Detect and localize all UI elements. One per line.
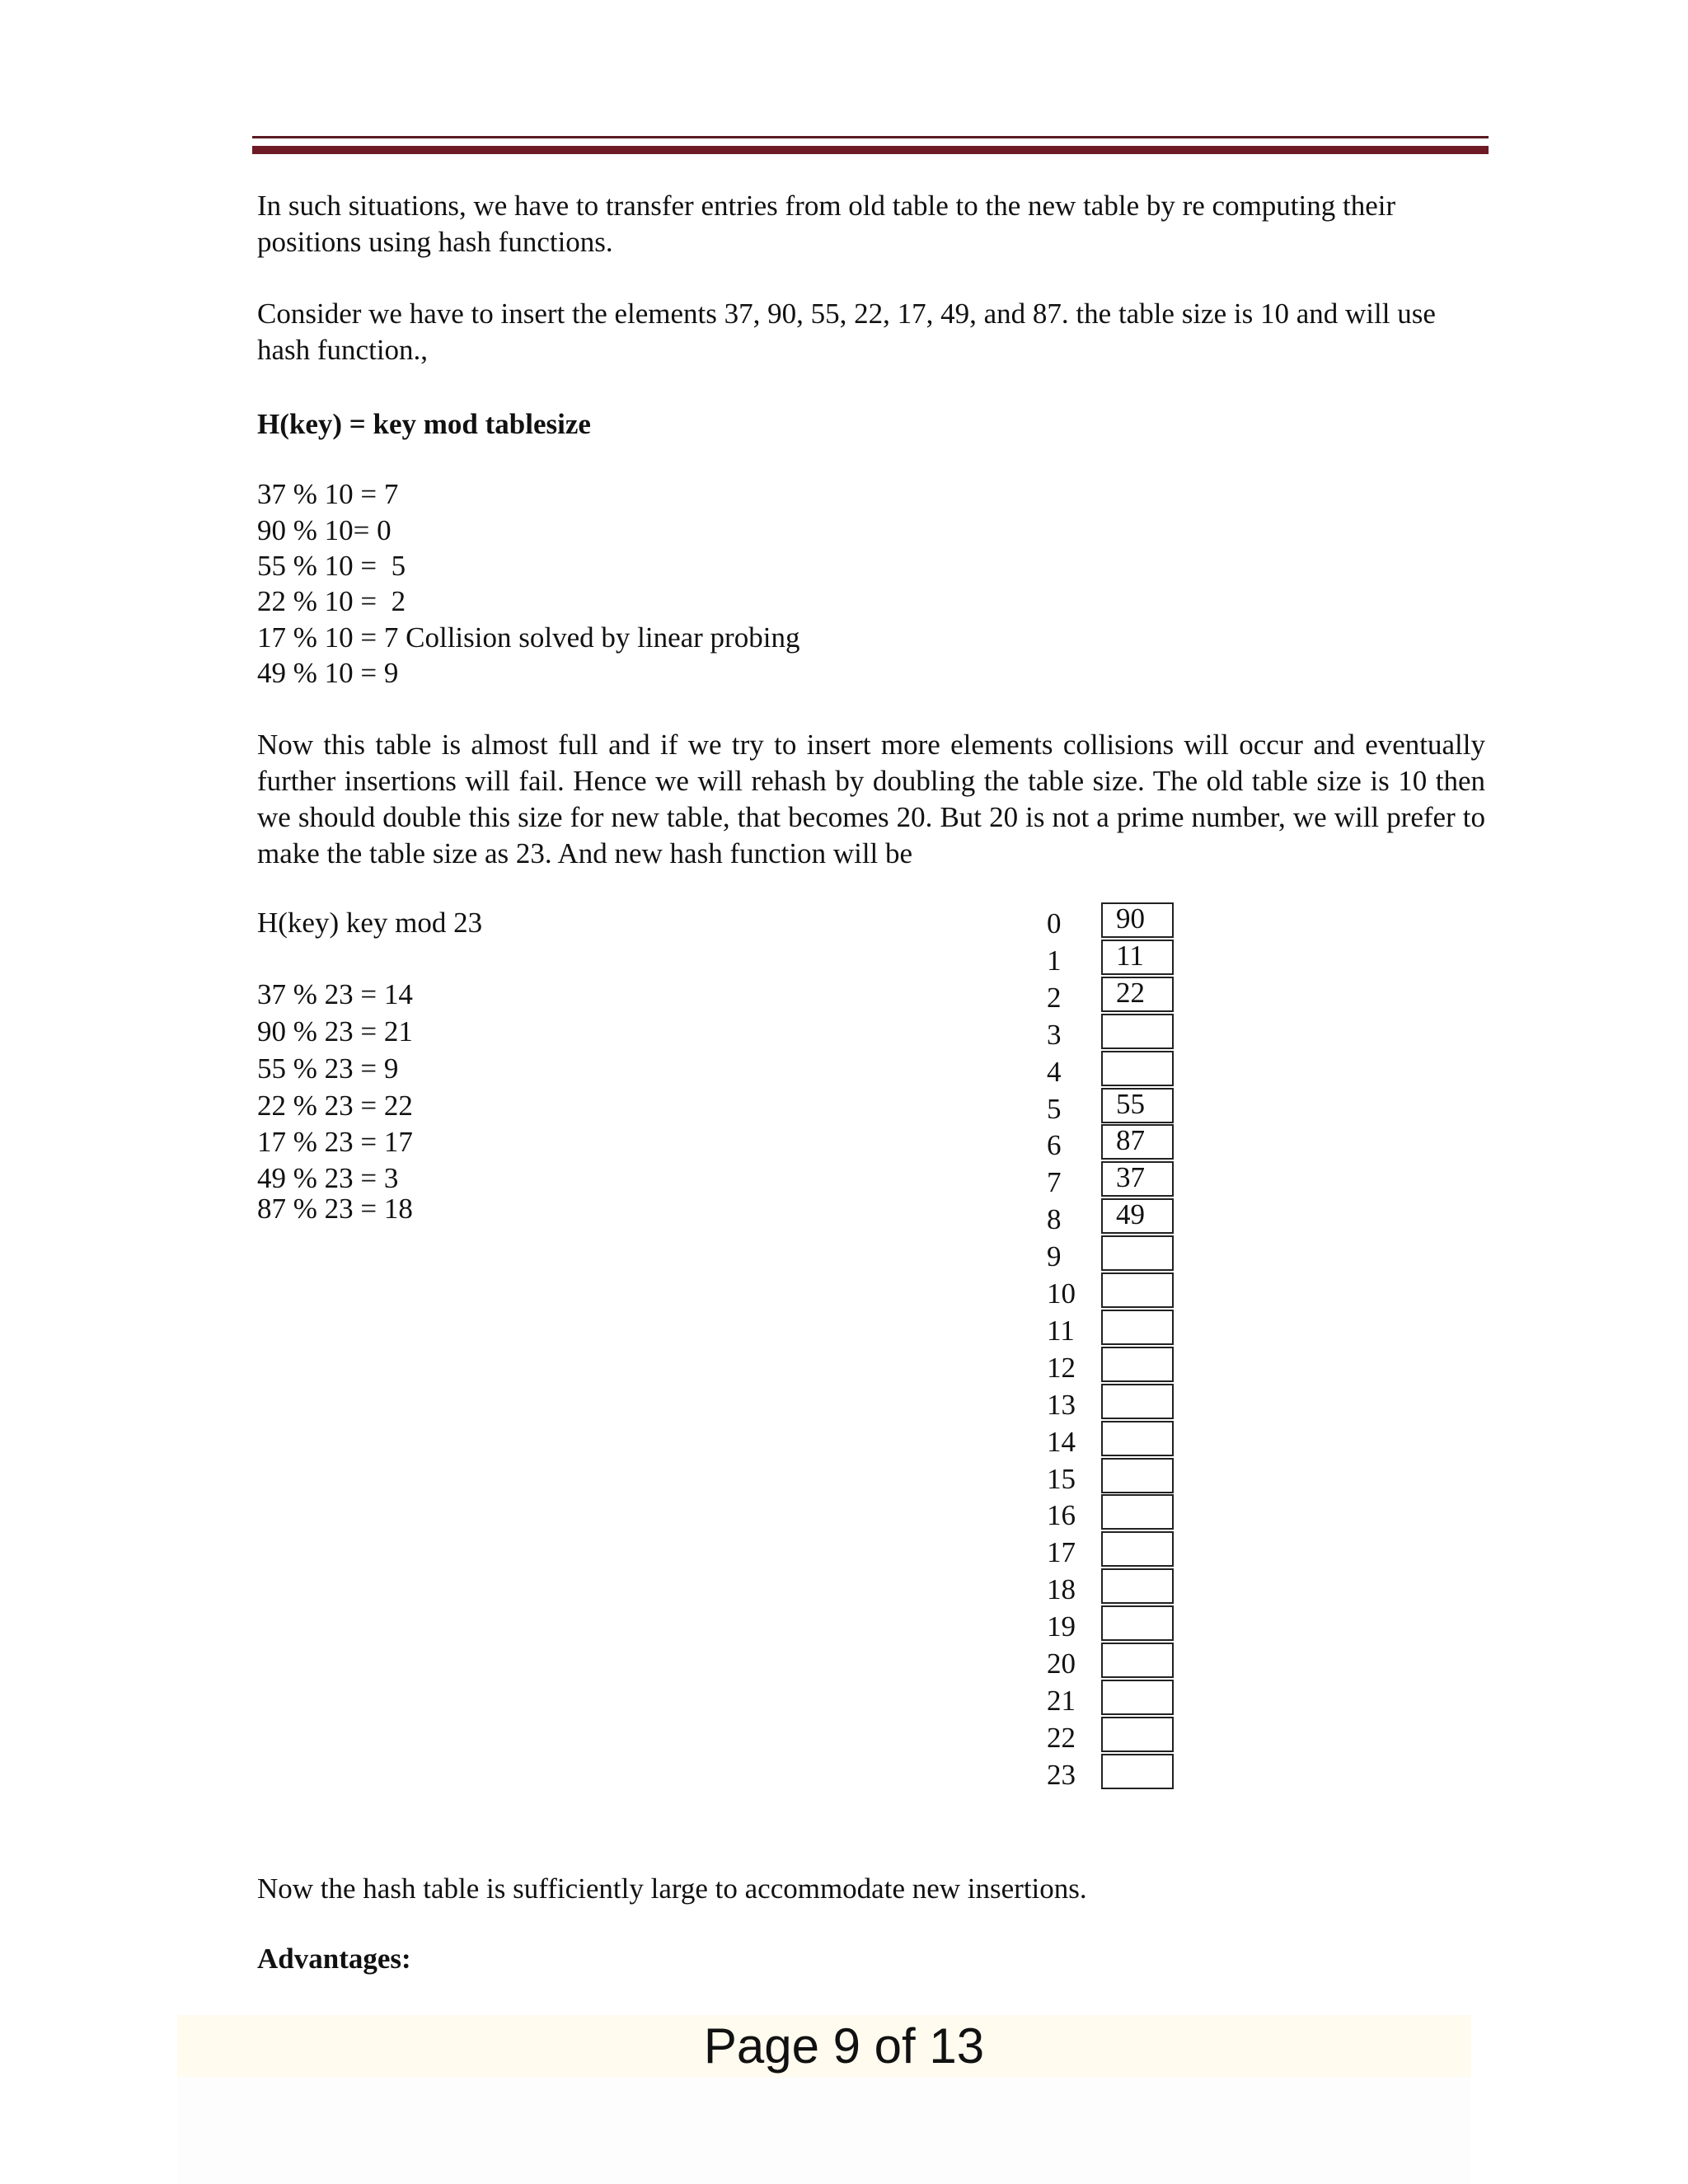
consider-paragraph: Consider we have to insert the elements 37, 90, 55, 22, 17, 49, and 87. the table size is 10 and will use hash function.,: [257, 298, 1436, 366]
table-index: 14: [1047, 1426, 1076, 1458]
table-index: 17: [1047, 1536, 1076, 1568]
table-cell: [1101, 1458, 1174, 1493]
table-cell: [1101, 1754, 1174, 1789]
mod23-line: 55 % 23 = 9: [257, 1052, 399, 1085]
bottom-shade: [177, 2077, 1471, 2184]
table-index: 18: [1047, 1573, 1076, 1605]
mod23-line: 49 % 23 = 3: [257, 1162, 399, 1194]
table-index: 11: [1047, 1315, 1075, 1347]
table-cell: [1101, 1235, 1174, 1271]
mod23-line: 37 % 23 = 14: [257, 978, 413, 1010]
table-cell: 55: [1101, 1088, 1174, 1123]
advantages-heading: Advantages:: [257, 1943, 411, 1975]
mod23-line: 22 % 23 = 22: [257, 1090, 413, 1122]
table-index: 9: [1047, 1240, 1062, 1272]
table-cell: [1101, 1680, 1174, 1715]
mod23-line: 90 % 23 = 21: [257, 1015, 413, 1047]
table-cell: 87: [1101, 1124, 1174, 1160]
header-rule-thin: [252, 136, 1489, 138]
mod10-line: 55 % 10 = 5: [257, 550, 406, 582]
table-cell: [1101, 1494, 1174, 1530]
table-index: 13: [1047, 1389, 1076, 1421]
hash-function-title: H(key) = key mod tablesize: [257, 408, 591, 440]
mod23-line: 87 % 23 = 18: [257, 1193, 413, 1225]
table-cell: 37: [1101, 1161, 1174, 1197]
table-cell: [1101, 1384, 1174, 1419]
table-index: 21: [1047, 1685, 1076, 1717]
table-cell: [1101, 1717, 1174, 1752]
table-cell: [1101, 1605, 1174, 1641]
mod10-line: 90 % 10= 0: [257, 514, 392, 546]
table-index: 1: [1047, 944, 1062, 977]
table-index: 15: [1047, 1463, 1076, 1495]
table-index: 2: [1047, 982, 1062, 1014]
table-index: 7: [1047, 1166, 1062, 1198]
header-rule-thick: [252, 146, 1489, 154]
table-index: 5: [1047, 1093, 1062, 1125]
mod10-line: 22 % 10 = 2: [257, 585, 406, 617]
table-cell: [1101, 1568, 1174, 1604]
table-cell: 11: [1101, 940, 1174, 975]
table-index: 16: [1047, 1499, 1076, 1531]
table-index: 23: [1047, 1759, 1076, 1791]
table-index: 20: [1047, 1647, 1076, 1680]
table-cell: 90: [1101, 902, 1174, 938]
table-cell: [1101, 1421, 1174, 1456]
mod23-line: 17 % 23 = 17: [257, 1126, 413, 1158]
table-cell: [1101, 1643, 1174, 1678]
new-hash-function: H(key) key mod 23: [257, 907, 483, 939]
table-index: 22: [1047, 1722, 1076, 1754]
intro-paragraph: In such situations, we have to transfer entries from old table to the new table by re computing their positions using hash functions.: [257, 190, 1396, 258]
table-cell: [1101, 1014, 1174, 1049]
table-index: 8: [1047, 1203, 1062, 1235]
table-index: 19: [1047, 1610, 1076, 1643]
page-number: Page 9 of 13: [703, 2018, 985, 2074]
table-cell: [1101, 1272, 1174, 1308]
table-cell: [1101, 1531, 1174, 1567]
table-index: 10: [1047, 1277, 1076, 1310]
table-index: 4: [1047, 1056, 1062, 1088]
table-index: 0: [1047, 907, 1062, 940]
table-index: 6: [1047, 1129, 1062, 1161]
table-cell: [1101, 1310, 1174, 1345]
table-cell: [1101, 1347, 1174, 1382]
mod10-line: 49 % 10 = 9: [257, 657, 399, 689]
table-cell: 49: [1101, 1198, 1174, 1234]
mod10-line: 17 % 10 = 7 Collision solved by linear probing: [257, 621, 800, 654]
mod10-line: 37 % 10 = 7: [257, 478, 399, 510]
table-index: 12: [1047, 1352, 1076, 1384]
table-cell: [1101, 1051, 1174, 1086]
rehash-paragraph: Now this table is almost full and if we try to insert more elements collisions will occur and eventually further insertions will fail. Hence we will rehash by doubling the table size. The old table size is 10 then we should double this size for new table, that becomes 20. But 20 is not a prime number, we will prefer to make the table size as 23. And new hash function will be: [257, 729, 1485, 869]
table-cell: 22: [1101, 977, 1174, 1012]
table-index: 3: [1047, 1019, 1062, 1051]
conclusion-paragraph: Now the hash table is sufficiently large to accommodate new insertions.: [257, 1872, 1087, 1905]
